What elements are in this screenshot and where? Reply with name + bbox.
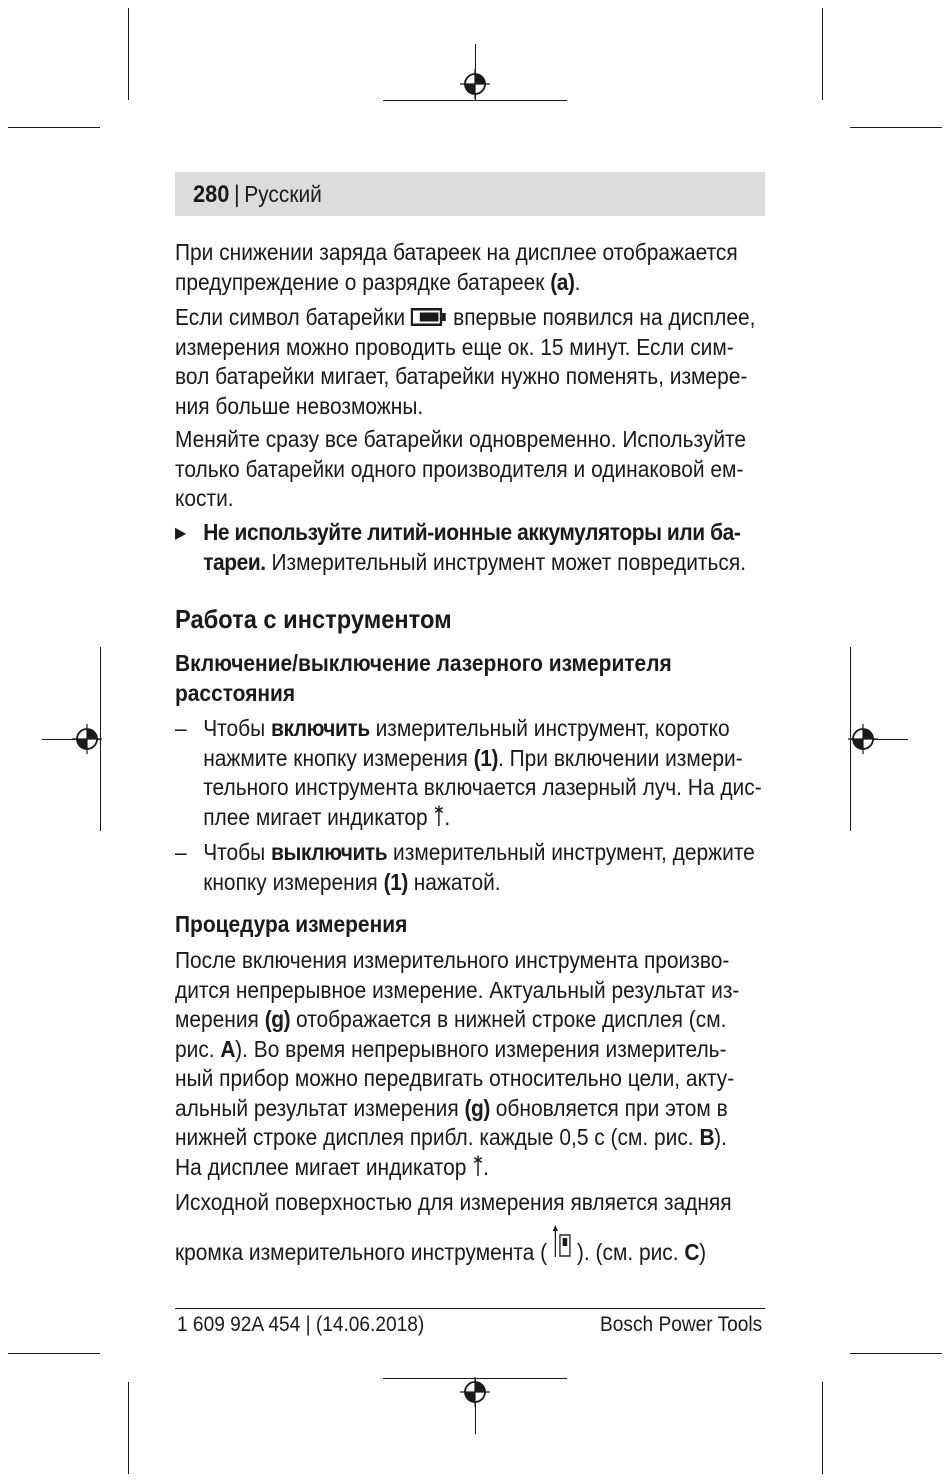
text-segment: нажмите кнопку измерения	[203, 744, 474, 771]
paragraph-reference-surface	[175, 1188, 794, 1218]
text-segment: Чтобы	[203, 715, 272, 741]
paragraph-reference-surface-cont	[175, 1238, 794, 1268]
text-segment: отображается в нижней строке дисплея (см.	[290, 1006, 727, 1032]
warning-text: Не используйте литий-ионные аккумуляторы или ба-	[203, 519, 741, 545]
paragraph-procedure	[175, 946, 794, 1182]
text-line	[175, 1064, 794, 1094]
registration-mark-icon	[72, 724, 102, 754]
crop-mark	[822, 8, 823, 100]
text-segment: . При включении измери-	[497, 744, 743, 771]
text-segment: впервые появился на дисплее,	[447, 304, 756, 330]
text-segment: Если символ батарейки	[175, 304, 411, 330]
text-line	[175, 714, 794, 744]
text-column	[175, 0, 794, 1481]
text-line	[175, 946, 794, 976]
list-dash: –	[175, 839, 187, 865]
warning-li-ion	[175, 518, 794, 577]
text-segment: нижней строке дисплея прибл. каждые 0,5 с (см. рис.	[175, 1124, 700, 1150]
text-line	[175, 425, 794, 455]
text-line	[175, 455, 794, 485]
text-segment: кромка измерительного инструмента (	[175, 1239, 553, 1265]
text-segment: вол батарейки мигает, батарейки нужно поменять, измере-	[175, 363, 748, 389]
display-reference: (g)	[464, 1094, 490, 1121]
crop-mark	[128, 8, 129, 100]
text-segment: альный результат измерения	[175, 1094, 465, 1121]
figure-reference: A	[220, 1035, 236, 1062]
text-line	[175, 1035, 794, 1065]
text-line	[175, 1005, 794, 1035]
subheading-procedure	[175, 910, 794, 940]
text-segment: ).	[714, 1124, 727, 1150]
text-segment: При снижении заряда батареек на дисплее отображается	[175, 239, 738, 265]
text-segment: только батарейки одного производителя и одинаковой ем-	[175, 455, 744, 482]
emphasis-text: включить	[271, 715, 370, 741]
text-line	[175, 333, 794, 363]
text-line	[175, 1094, 794, 1124]
list-dash: –	[175, 715, 187, 741]
text-line	[175, 238, 794, 268]
text-segment: предупреждение о разрядке батареек	[175, 268, 551, 295]
paragraph-battery-symbol	[175, 303, 794, 421]
text-line	[175, 838, 794, 868]
text-segment: тельного инструмента включается лазерный луч. На дис-	[203, 774, 762, 800]
text-segment: .	[483, 1153, 489, 1180]
text-segment: Меняйте сразу все батарейки одновременно. Используйте	[175, 426, 747, 452]
text-segment: рис.	[175, 1035, 221, 1062]
crop-mark	[850, 1353, 942, 1354]
crop-mark	[8, 127, 100, 128]
subheading-line: Процедура измерения	[175, 911, 408, 937]
subheading-switching	[175, 649, 794, 708]
text-segment: кости.	[175, 485, 234, 511]
list-item-switch-on	[175, 714, 794, 832]
text-segment: После включения измерительного инструмента произво-	[175, 947, 730, 973]
text-line	[175, 868, 794, 898]
figure-reference: C	[684, 1239, 700, 1265]
section-heading: Работа с инструментом	[175, 604, 452, 634]
footer-doc-number: 1 609 92A 454 | (14.06.2018)	[177, 1313, 425, 1336]
registration-mark-icon	[848, 724, 878, 754]
text-segment: )	[699, 1239, 707, 1265]
header-separator: |	[233, 181, 240, 208]
text-segment: ния больше невозможны.	[175, 392, 424, 419]
paragraph-low-battery	[175, 238, 794, 297]
list-item-switch-off	[175, 838, 794, 897]
crop-mark	[822, 1382, 823, 1474]
text-line	[175, 362, 794, 392]
crop-mark	[8, 1353, 100, 1354]
text-segment: кнопку измерения	[203, 868, 384, 895]
component-reference: (1)	[383, 868, 408, 895]
text-segment: измерительный инструмент, коротко	[369, 715, 730, 741]
text-segment: ный прибор можно передвигать относительно цели, акту-	[175, 1065, 735, 1091]
text-segment: измерения можно проводить еще ок. 15 минут. Если сим-	[175, 333, 734, 360]
text-line	[175, 548, 794, 578]
text-segment: ). (см. рис.	[571, 1239, 685, 1265]
subheading-line: Включение/выключение лазерного измерителя	[175, 650, 672, 676]
text-segment: плее мигает индикатор	[203, 803, 434, 830]
text-line	[175, 1188, 794, 1218]
page-number: 280	[193, 181, 230, 208]
text-segment: дится непрерывное измерение. Актуальный результат из-	[175, 976, 740, 1003]
footer-brand: Bosch Power Tools	[599, 1313, 762, 1336]
text-line	[175, 303, 794, 333]
text-line	[175, 1238, 794, 1268]
text-segment: Чтобы	[203, 839, 272, 865]
emphasis-text: выключить	[271, 839, 388, 865]
text-segment: .	[444, 803, 451, 830]
text-segment: Измерительный инструмент может повредиться.	[265, 548, 747, 575]
warning-text: тареи.	[203, 548, 266, 575]
text-segment: .	[574, 268, 581, 295]
header-language: Русский	[244, 181, 322, 207]
text-line	[175, 518, 794, 548]
text-line	[175, 392, 794, 422]
text-segment: мерения	[175, 1006, 265, 1032]
figure-reference: B	[699, 1124, 715, 1150]
component-reference: (1)	[473, 744, 498, 771]
text-line	[175, 1123, 794, 1153]
text-segment: обновляется при этом в	[489, 1094, 728, 1121]
text-line	[175, 268, 794, 298]
text-line	[175, 484, 794, 514]
text-segment: ). Во время непрерывного измерения измеритель-	[235, 1035, 727, 1062]
crop-mark	[128, 1382, 129, 1474]
crop-mark	[850, 127, 942, 128]
subheading-line: расстояния	[175, 679, 296, 706]
text-segment: нажатой.	[407, 868, 501, 895]
text-segment: измерительный инструмент, держите	[387, 839, 755, 865]
text-segment: На дисплее мигает индикатор	[175, 1153, 473, 1180]
warning-bullet: ▶	[175, 523, 187, 542]
text-segment: Исходной поверхностью для измерения является задняя	[175, 1189, 732, 1215]
footer-rule	[175, 1308, 765, 1309]
text-line	[175, 773, 794, 803]
paragraph-replace-batteries	[175, 425, 794, 514]
display-reference: (a)	[550, 268, 575, 295]
display-reference: (g)	[264, 1006, 291, 1032]
text-line	[175, 803, 794, 833]
text-line	[175, 1153, 794, 1183]
text-line	[175, 976, 794, 1006]
text-line	[175, 744, 794, 774]
